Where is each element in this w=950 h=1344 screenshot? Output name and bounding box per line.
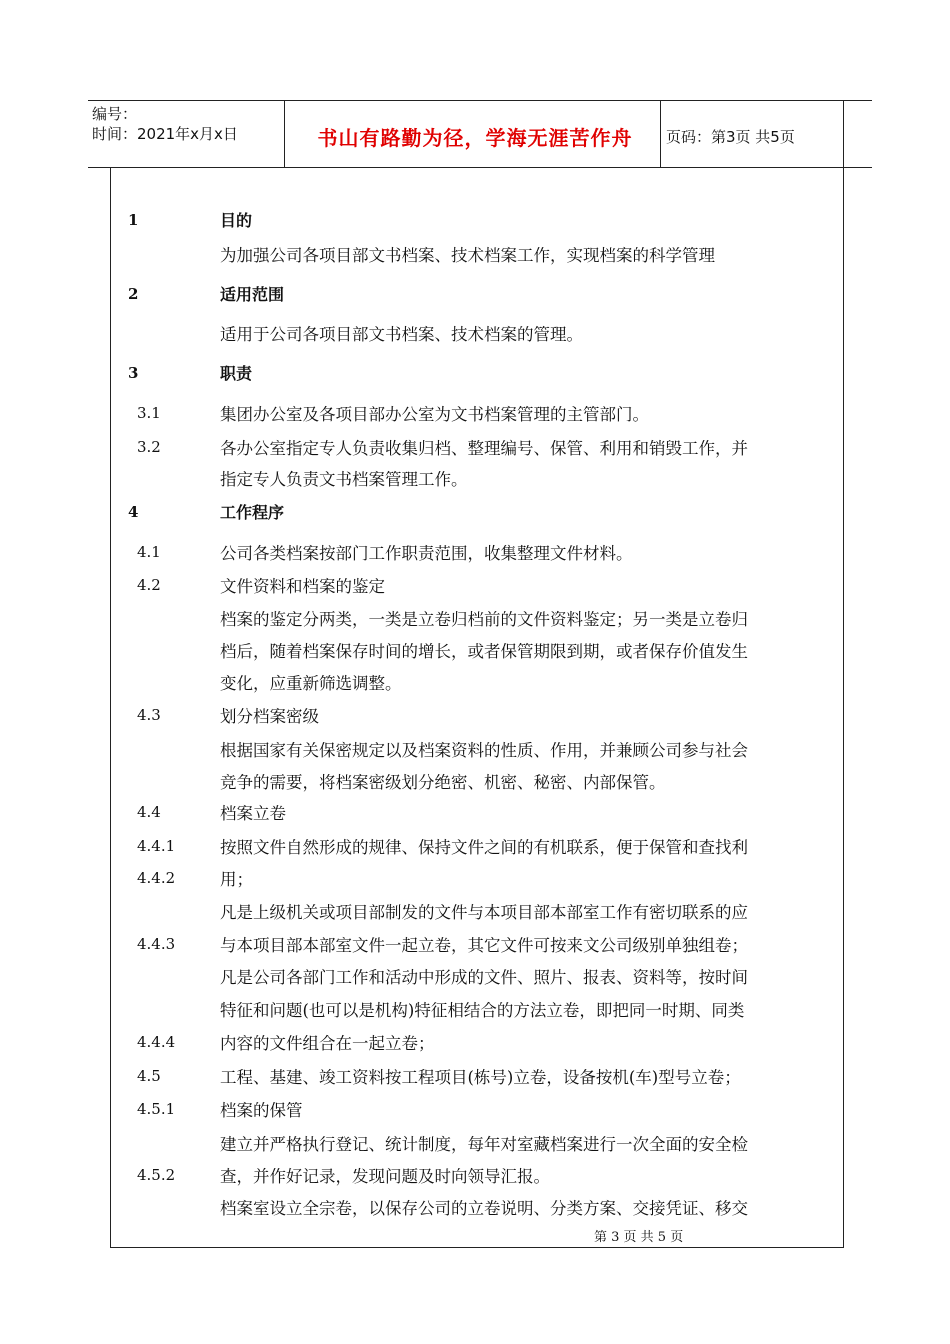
- body-frame-right: [843, 168, 844, 1248]
- body-frame-left: [110, 168, 111, 1248]
- section-text: 用；: [220, 870, 253, 889]
- section-heading: 目的: [220, 211, 253, 230]
- section-number: 2: [128, 285, 139, 303]
- section-text: 竞争的需要，将档案密级划分绝密、机密、秘密、内部保管。: [220, 773, 666, 792]
- section-text: 档案立卷: [220, 804, 286, 823]
- section-heading: 工作程序: [220, 503, 285, 522]
- document-header: [88, 100, 872, 168]
- section-text: 工程、基建、竣工资料按工程项目(栋号)立卷，设备按机(车)型号立卷；: [220, 1068, 741, 1087]
- section-text: 特征和问题(也可以是机构)特征相结合的方法立卷，即把同一时期、同类: [220, 1001, 745, 1020]
- section-text: 变化，应重新筛选调整。: [220, 674, 402, 693]
- section-number: 1: [128, 211, 139, 229]
- section-number: 4: [128, 503, 139, 521]
- header-divider-3: [843, 100, 844, 168]
- section-number: 4.4.1: [137, 837, 176, 855]
- section-text: 集团办公室及各项目部办公室为文书档案管理的主管部门。: [220, 405, 649, 424]
- section-text: 与本项目部本部室文件一起立卷，其它文件可按来文公司级别单独组卷；: [220, 936, 748, 955]
- section-text: 划分档案密级: [220, 707, 319, 726]
- section-text: 内容的文件组合在一起立卷；: [220, 1034, 435, 1053]
- section-text: 根据国家有关保密规定以及档案资料的性质、作用，并兼顾公司参与社会: [220, 741, 748, 760]
- section-number: 4.4.3: [137, 935, 176, 953]
- section-number: 4.1: [137, 543, 161, 561]
- section-text: 档后，随着档案保存时间的增长，或者保管期限到期，或者保存价值发生: [220, 642, 748, 661]
- section-text: 按照文件自然形成的规律、保持文件之间的有机联系，便于保管和查找利: [220, 838, 748, 857]
- section-text: 为加强公司各项目部文书档案、技术档案工作，实现档案的科学管理: [220, 246, 715, 265]
- section-text: 指定专人负责文书档案管理工作。: [220, 470, 468, 489]
- section-text: 档案的鉴定分两类，一类是立卷归档前的文件资料鉴定；另一类是立卷归: [220, 610, 748, 629]
- section-number: 4.4.2: [137, 869, 176, 887]
- section-heading: 适用范围: [220, 285, 285, 304]
- time-label: 时间：2021年x月x日: [92, 125, 238, 143]
- header-divider-1: [284, 100, 285, 168]
- section-number: 4.4: [137, 803, 161, 821]
- section-number: 4.5.2: [137, 1166, 176, 1184]
- header-page-info: 页码：第3页 共5页: [666, 128, 795, 146]
- section-text: 凡是公司各部门工作和活动中形成的文件、照片、报表、资料等，按时间: [220, 968, 748, 987]
- section-text: 公司各类档案按部门工作职责范围，收集整理文件材料。: [220, 544, 633, 563]
- section-text: 建立并严格执行登记、统计制度，每年对室藏档案进行一次全面的安全检: [220, 1135, 748, 1154]
- section-number: 4.4.4: [137, 1033, 176, 1051]
- section-text: 凡是上级机关或项目部制发的文件与本项目部本部室工作有密切联系的应: [220, 903, 748, 922]
- section-text: 档案室设立全宗卷，以保存公司的立卷说明、分类方案、交接凭证、移交: [220, 1199, 748, 1218]
- code-label: 编号：: [92, 105, 138, 123]
- section-number: 4.5: [137, 1067, 161, 1085]
- section-number: 4.2: [137, 576, 161, 594]
- section-text: 文件资料和档案的鉴定: [220, 577, 385, 596]
- section-number: 3.1: [137, 404, 161, 422]
- section-heading: 职责: [220, 364, 253, 383]
- header-top-border: [88, 100, 872, 101]
- header-bottom-border: [88, 167, 872, 168]
- section-number: 3.2: [137, 438, 161, 456]
- section-text: 适用于公司各项目部文书档案、技术档案的管理。: [220, 325, 583, 344]
- section-text: 查，并作好记录，发现问题及时向领导汇报。: [220, 1167, 550, 1186]
- section-text: 各办公室指定专人负责收集归档、整理编号、保管、利用和销毁工作，并: [220, 439, 748, 458]
- header-motto: 书山有路勤为径，学海无涯苦作舟: [317, 126, 633, 150]
- page-footer: 第 3 页 共 5 页: [594, 1230, 684, 1245]
- header-meta: [92, 104, 238, 144]
- section-number: 4.5.1: [137, 1100, 176, 1118]
- section-number: 4.3: [137, 706, 161, 724]
- section-number: 3: [128, 364, 139, 382]
- section-text: 档案的保管: [220, 1101, 303, 1120]
- body-frame-bottom: [110, 1247, 844, 1248]
